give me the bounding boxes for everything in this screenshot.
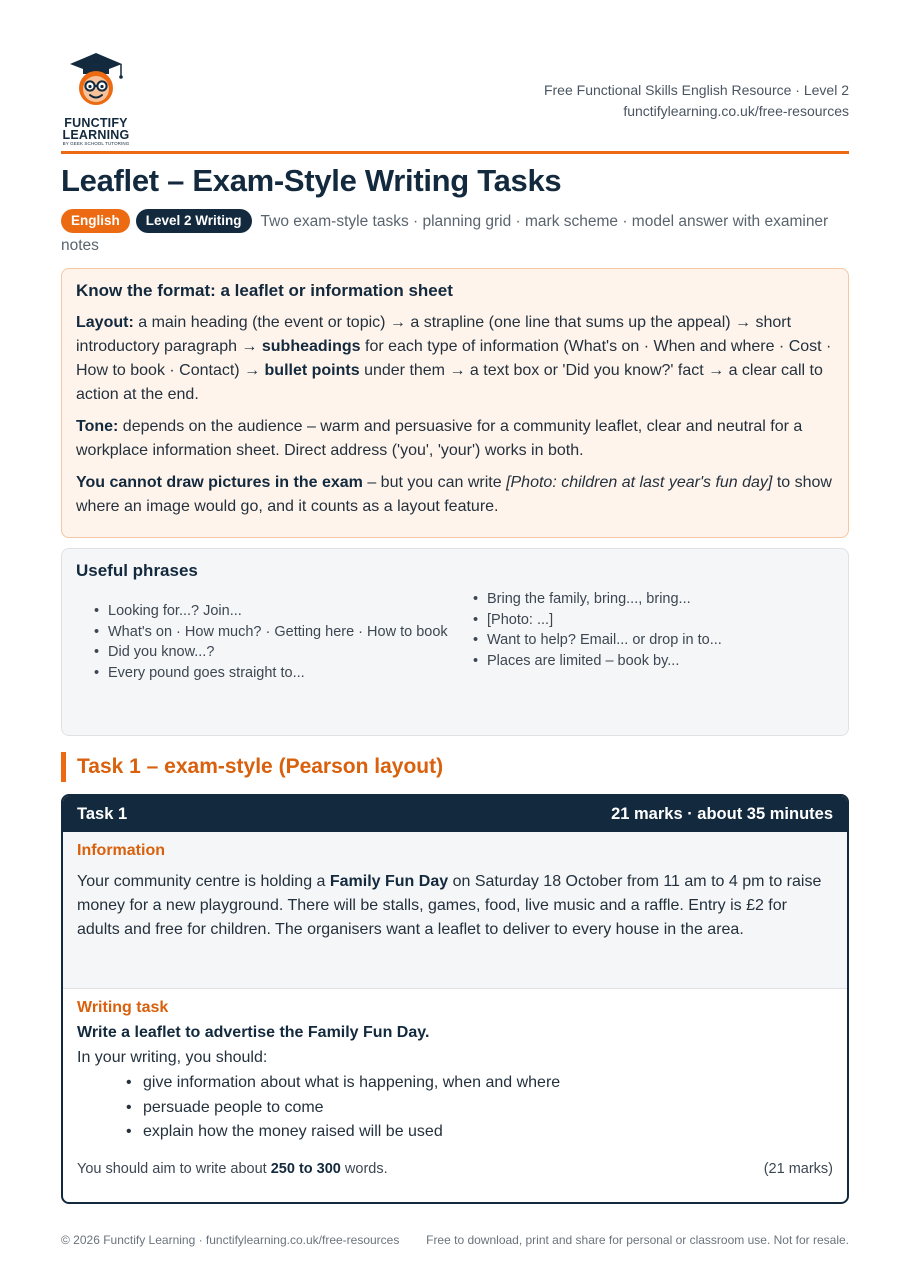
aim-text-1: You should aim to write about: [77, 1160, 271, 1177]
resource-description: Two exam-style tasks · planning grid · mark scheme · model answer with examiner notes: [61, 213, 829, 254]
page-title: Leaflet – Exam-Style Writing Tasks: [61, 163, 562, 198]
footer-license: Free to download, print and share for personal or classroom use. Not for resale.: [426, 1233, 849, 1247]
page-footer: [61, 1233, 849, 1248]
page: [61, 0, 849, 1247]
format-box-title: Know the format: a leaflet or information sheet: [76, 281, 453, 300]
task-information: [63, 832, 847, 989]
format-box: [61, 268, 849, 538]
writing-intro: In your writing, you should:: [77, 1049, 268, 1066]
info-text-2: on Saturday 18 October from 11 am to 4 pm to raise money for a new playground. There will be stalls, games, food, live music and a raffle. Entry is £2 for adults and free for children. The organisers want a leaflet to deliver to every house in the area.: [77, 873, 822, 938]
layout-paragraph: [76, 311, 834, 407]
pictures-text-2: to show where an image would go, and it counts as a layout feature.: [76, 474, 832, 515]
writing-instruction: Write a leaflet to advertise the Family Fun Day.: [77, 1024, 430, 1041]
list-item: • give information about what is happening, when and where: [143, 1071, 833, 1096]
phrases-left-column: [76, 601, 455, 684]
tone-label: Tone:: [76, 418, 119, 435]
layout-bold-1: subheadings: [261, 338, 361, 355]
aim-text-2: words.: [340, 1160, 388, 1177]
list-item: • Want to help? Email... or drop in to...: [487, 630, 834, 651]
list-item: • Bring the family, bring..., bring...: [487, 589, 834, 610]
logo-text-line1: FUNCTIFY: [64, 116, 128, 130]
tone-paragraph: [76, 415, 834, 463]
resource-url[interactable]: functifylearning.co.uk/free-resources: [623, 103, 849, 119]
info-event-name: Family Fun Day: [329, 873, 449, 890]
writing-bullets: [77, 1071, 833, 1145]
tone-text: depends on the audience – warm and persuasive for a community leaflet, clear and neutral for a workplace information sheet. Direct address ('you', 'your') works in both.: [76, 418, 803, 459]
task1-box: [61, 794, 849, 1204]
task-marks-time: 21 marks · about 35 minutes: [611, 804, 833, 823]
functify-logo: [61, 52, 131, 146]
layout-text-1: a main heading (the event or topic) → a strapline (one line that sums up the appeal) → short introductory paragraph →: [76, 314, 792, 355]
info-text-1: Your community centre is holding a: [77, 873, 330, 890]
useful-phrases-box: [61, 548, 849, 736]
list-item: • Looking for...? Join...: [108, 601, 455, 622]
graduate-owl-icon: [61, 52, 131, 114]
pictures-example: [Photo: children at last year's fun day]: [506, 474, 773, 491]
list-item: • Places are limited – book by...: [487, 651, 834, 672]
task1-header: [63, 796, 847, 832]
list-item: • [Photo: ...]: [487, 610, 834, 631]
layout-bold-2: bullet points: [264, 362, 360, 379]
task-marks: (21 marks): [763, 1160, 833, 1177]
footer-copyright: © 2026 Functify Learning · functifylearning.co.uk/free-resources: [61, 1233, 400, 1247]
writing-task: [63, 989, 847, 1187]
layout-text-2: for each type of information (What's on · When and where · Cost · How to book · Contact) →: [76, 338, 832, 379]
pictures-text-1: – but you can write: [362, 474, 507, 491]
tag-row: [61, 209, 849, 258]
list-item: • Did you know...?: [108, 642, 455, 663]
task-label: Task 1: [77, 804, 128, 823]
phrases-title: Useful phrases: [76, 561, 198, 580]
pictures-paragraph: [76, 471, 834, 519]
logo-subtext: BY GEEK SCHOOL TUTORING: [62, 141, 130, 146]
information-text: [77, 870, 833, 942]
level-badge: Level 2 Writing: [136, 209, 252, 233]
phrases-columns: [76, 591, 834, 684]
subject-badge: English: [61, 209, 130, 233]
pictures-label: You cannot draw pictures in the exam: [76, 474, 363, 491]
list-item: • Every pound goes straight to...: [108, 663, 455, 684]
word-count-guidance: [77, 1161, 388, 1177]
page-header: [61, 0, 849, 154]
phrases-right-column: [455, 589, 834, 684]
resource-line: Free Functional Skills English Resource · Level 2: [543, 82, 849, 98]
layout-label: Layout:: [76, 314, 134, 331]
section-heading-task1: Task 1 – exam-style (Pearson layout): [61, 752, 443, 782]
logo-text-line2: LEARNING: [62, 128, 130, 142]
aim-word-range: 250 to 300: [270, 1160, 341, 1177]
word-count-row: [77, 1161, 833, 1177]
header-info: [544, 80, 849, 122]
layout-text-3: under them → a text box or 'Did you know?' fact → a clear call to action at the end.: [76, 362, 823, 403]
writing-task-heading: Writing task: [77, 999, 169, 1016]
information-heading: Information: [77, 842, 165, 859]
list-item: • persuade people to come: [143, 1096, 833, 1121]
list-item: • What's on · How much? · Getting here · How to book: [108, 622, 455, 643]
list-item: • explain how the money raised will be used: [143, 1120, 833, 1145]
